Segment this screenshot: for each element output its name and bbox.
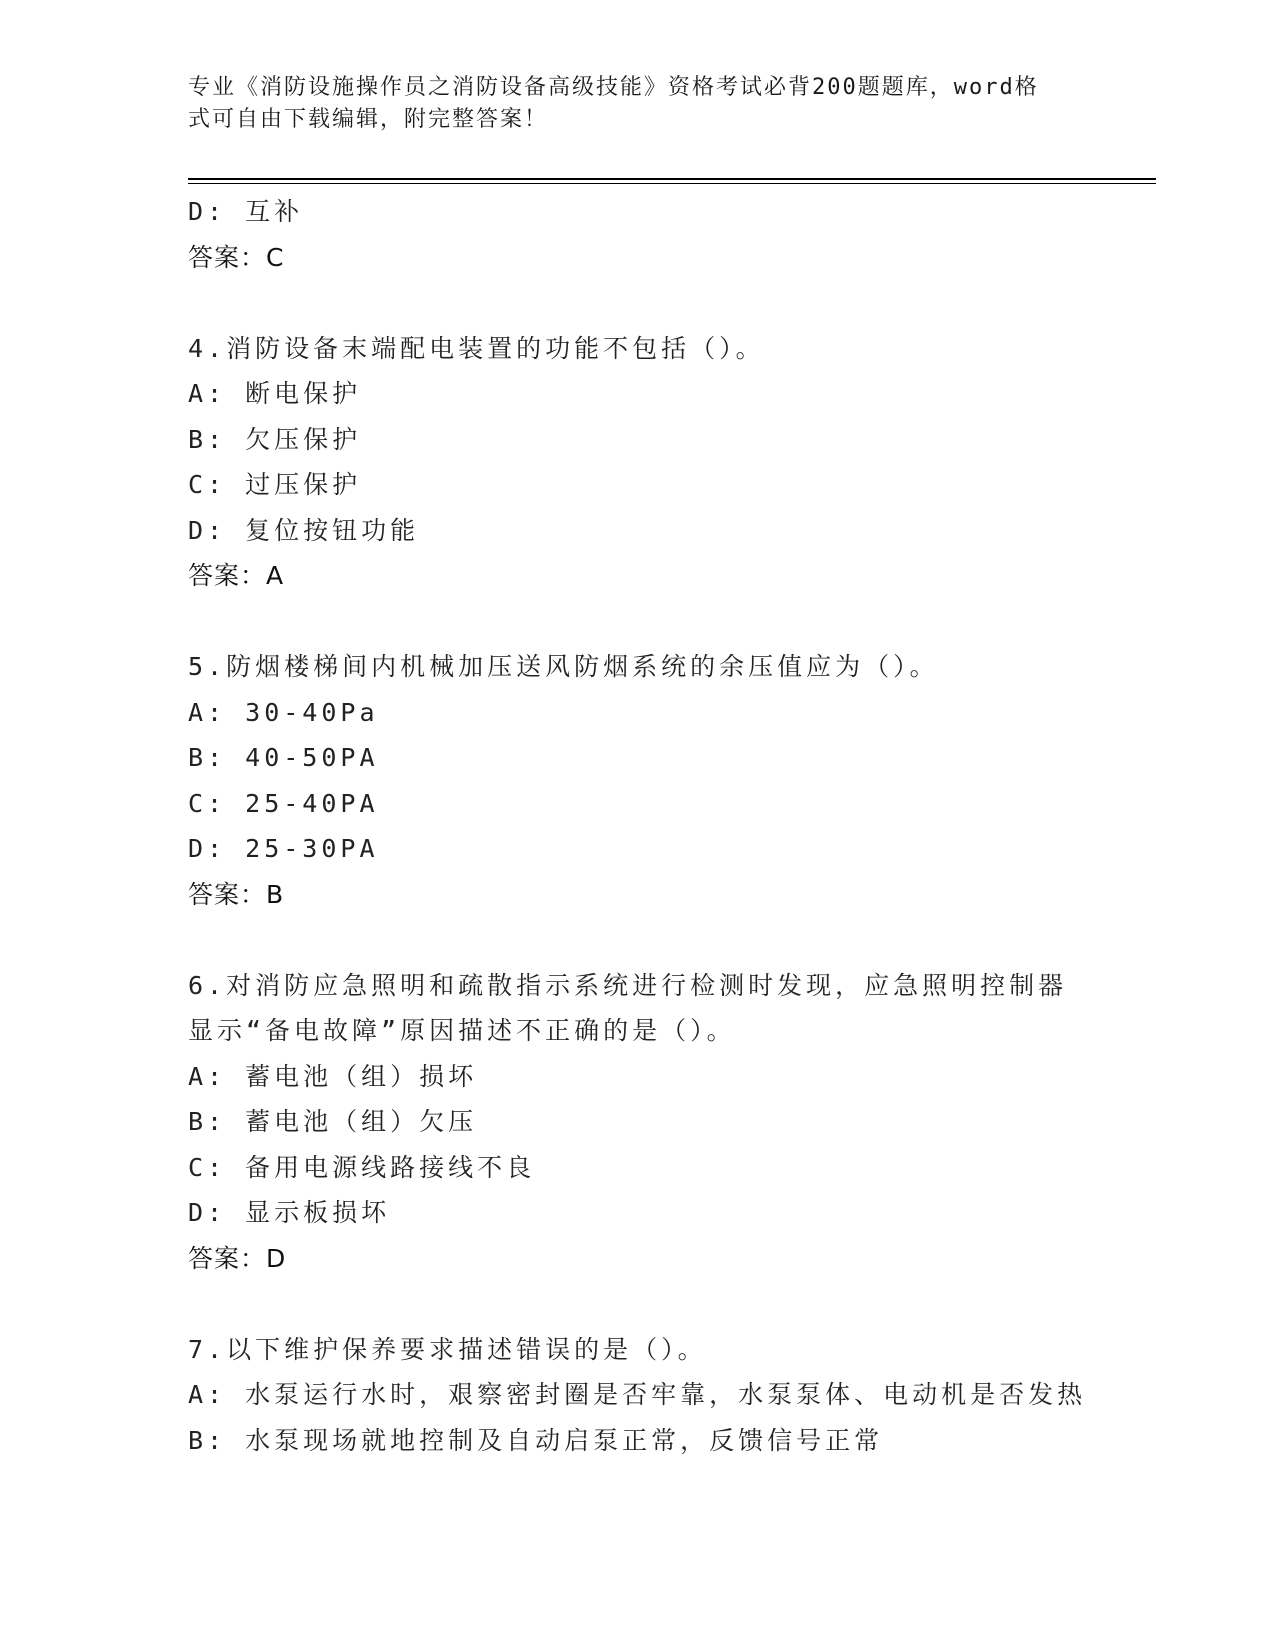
question-block (188, 1327, 1088, 1464)
option-a: A: 断电保护 (188, 379, 362, 408)
question-content (188, 189, 1088, 1463)
question-block (188, 326, 1088, 599)
question-stem: 4.消防设备末端配电装置的功能不包括（）。 (188, 333, 765, 363)
option-c: C: 25-40PA (188, 788, 379, 818)
previous-question-answer: 答案：C (188, 242, 285, 272)
question-stem-line-1: 6.对消防应急照明和疏散指示系统进行检测时发现，应急照明控制器 (188, 970, 1068, 1000)
spacer (188, 599, 1088, 645)
header-title-line-1: 专业《消防设施操作员之消防设备高级技能》资格考试必背200题题库，word格 (188, 75, 1039, 100)
option-b: B: 40-50PA (188, 743, 379, 772)
option-d: D: 复位按钮功能 (188, 515, 420, 545)
question-block (188, 644, 1088, 917)
header-divider-thin (188, 183, 1156, 184)
question-block (188, 963, 1088, 1282)
previous-question-option-d: D: 互补 (188, 197, 304, 226)
spacer (188, 917, 1088, 963)
question-answer: 答案：A (188, 561, 285, 590)
option-d: D: 25-30PA (188, 834, 379, 863)
header-title-line-2: 式可自由下载编辑，附完整答案！ (188, 107, 549, 132)
question-answer: 答案：B (188, 879, 285, 909)
question-stem-line-2: 显示“备电故障”原因描述不正确的是（）。 (188, 1016, 736, 1045)
document-header (188, 72, 1068, 136)
option-a: A: 水泵运行水时，艰察密封圈是否牢靠，水泵泵体、电动机是否发热 (188, 1380, 1087, 1409)
header-divider-thick (188, 178, 1156, 180)
option-c: C: 备用电源线路接线不良 (188, 1152, 536, 1182)
option-d: D: 显示板损坏 (188, 1198, 391, 1227)
option-b: B: 欠压保护 (188, 424, 362, 454)
option-a: A: 30-40Pa (188, 697, 379, 727)
question-answer: 答案：D (188, 1243, 287, 1273)
option-b: B: 水泵现场就地控制及自动启泵正常，反馈信号正常 (188, 1425, 884, 1455)
option-c: C: 过压保护 (188, 470, 362, 499)
spacer (188, 280, 1088, 326)
option-b: B: 蓄电池（组）欠压 (188, 1107, 478, 1136)
spacer (188, 1281, 1088, 1327)
question-stem: 5.防烟楼梯间内机械加压送风防烟系统的余压值应为（）。 (188, 652, 939, 681)
question-stem: 7.以下维护保养要求描述错误的是（）。 (188, 1334, 707, 1364)
option-a: A: 蓄电池（组）损坏 (188, 1061, 478, 1091)
